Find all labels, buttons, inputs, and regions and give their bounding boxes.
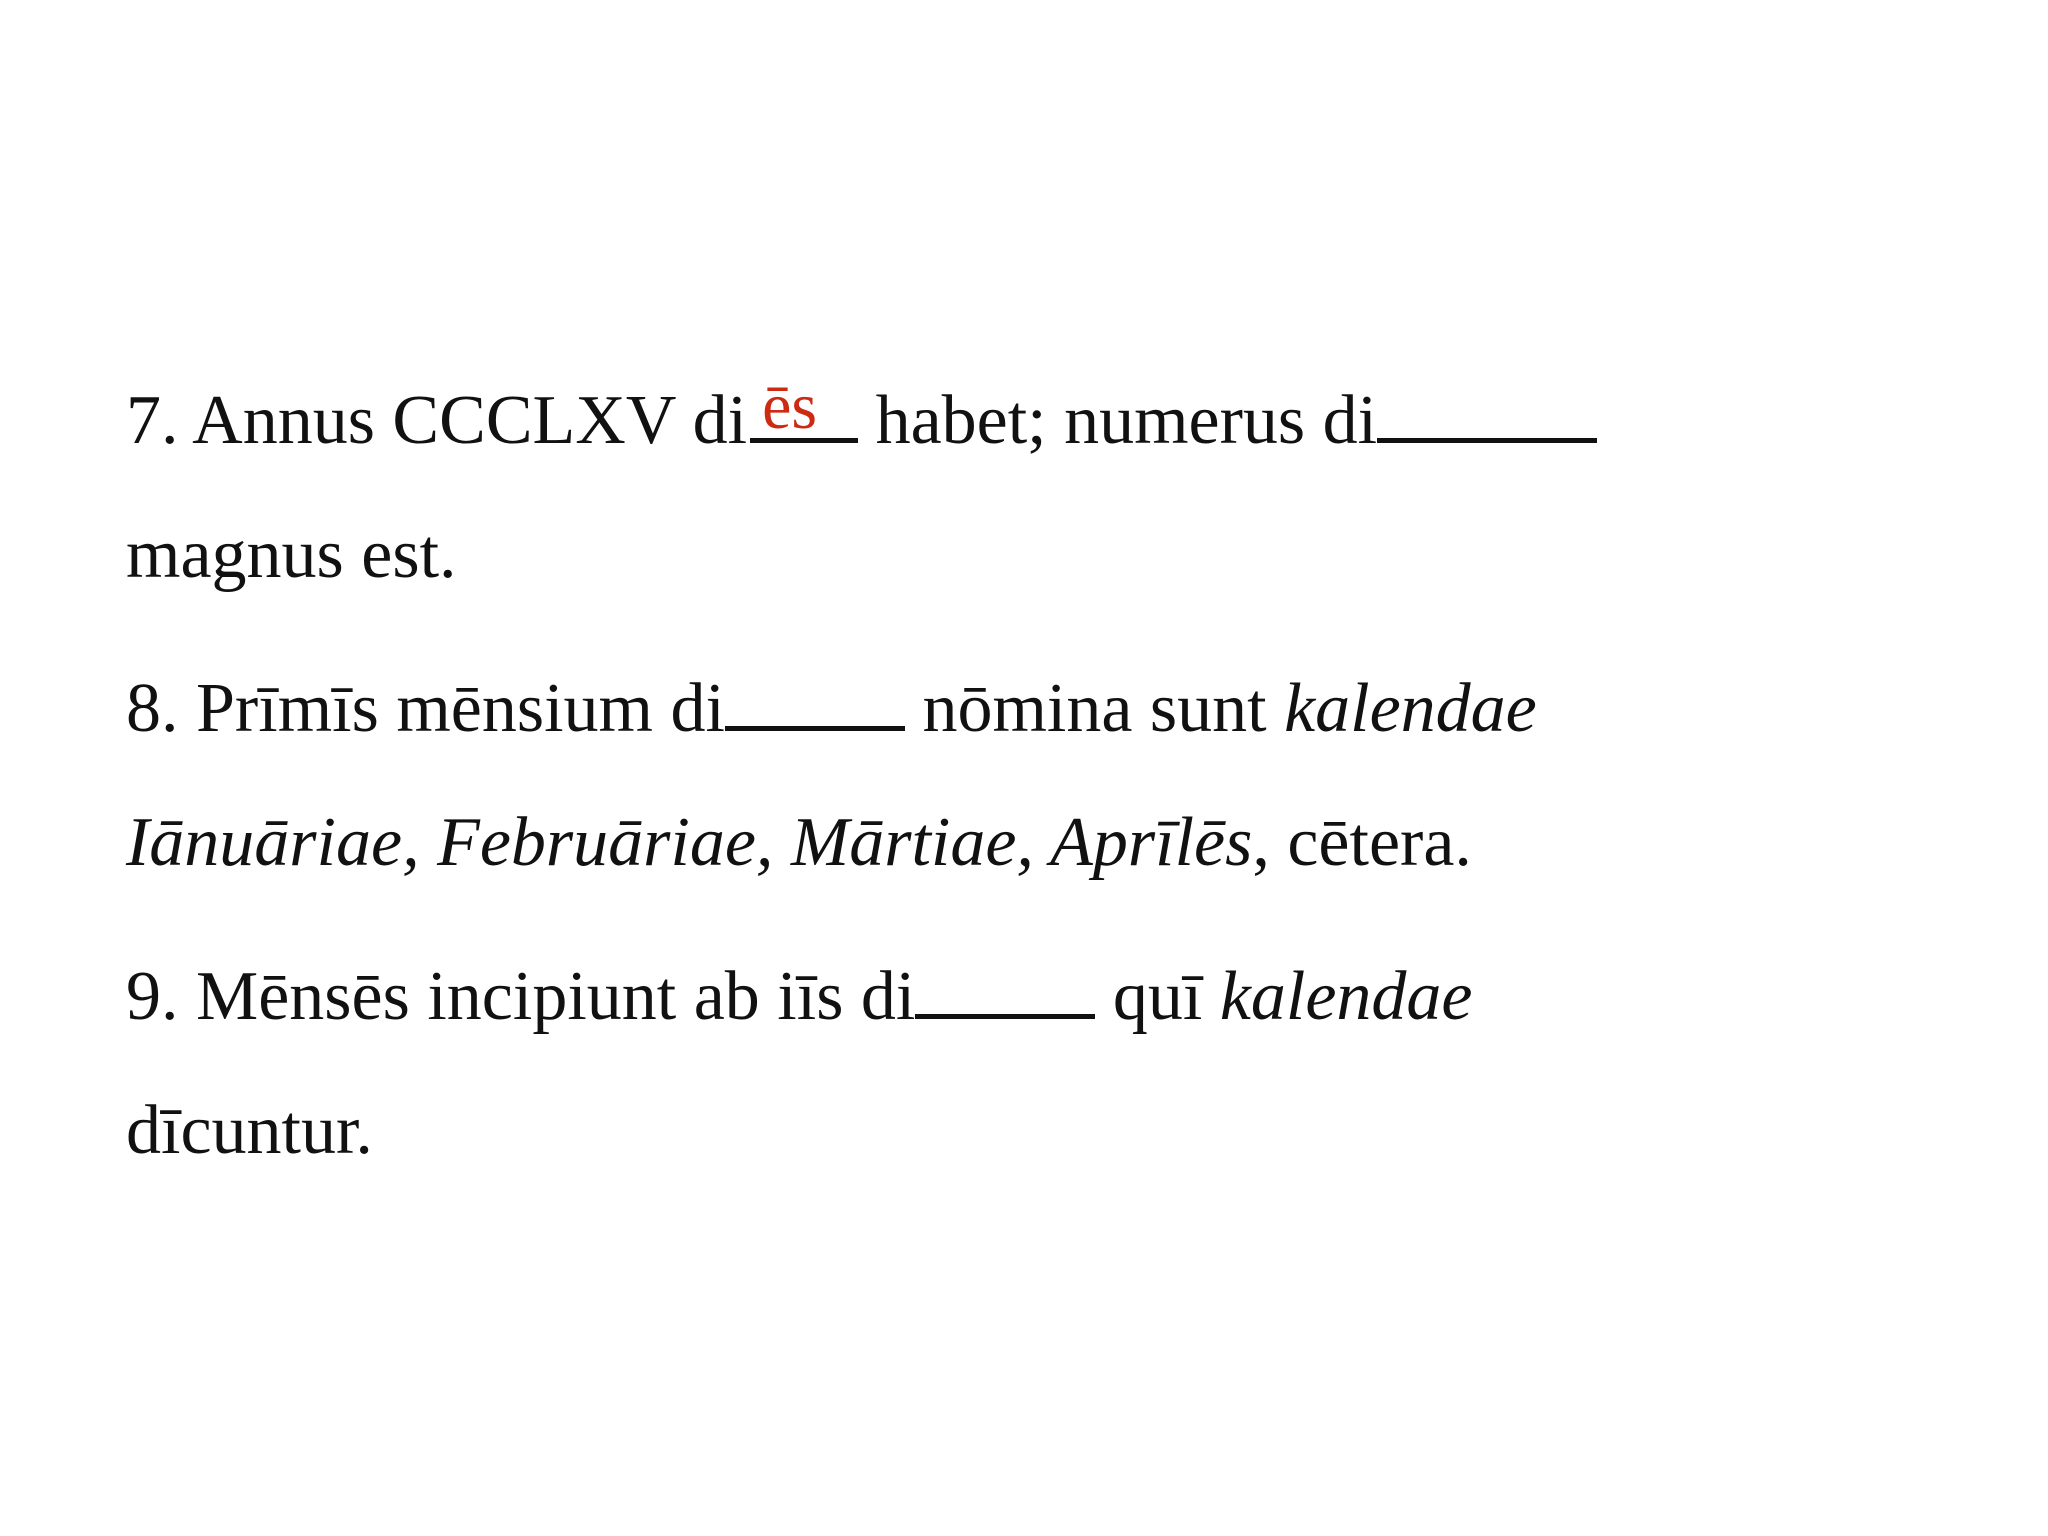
sentence-8-line-2 — [126, 804, 1472, 881]
sentence-text: quī — [1095, 958, 1220, 1035]
answer-blank[interactable] — [725, 664, 905, 731]
sentence-text: habet; numerus di — [858, 382, 1378, 459]
italic-term: kalendae — [1219, 958, 1473, 1035]
sentence-8-line-1 — [126, 664, 1537, 747]
sentence-7-line-1 — [126, 370, 1597, 459]
sentence-text: Annus CCCLXV di — [192, 382, 748, 459]
sentence-9-line-2 — [126, 1092, 373, 1169]
sentence-text: , cētera. — [1252, 804, 1472, 881]
sentence-9-line-1 — [126, 952, 1473, 1035]
italic-term: kalendae — [1284, 670, 1537, 747]
answer-blank[interactable] — [915, 952, 1095, 1019]
italic-term: Iānuāriae, Februāriae, Mārtiae, Aprīlēs — [126, 804, 1253, 881]
filled-answer: ēs — [762, 370, 818, 443]
answer-blank[interactable] — [1377, 376, 1597, 443]
sentence-text: dīcuntur. — [126, 1092, 373, 1169]
sentence-text: Prīmīs mēnsium di — [196, 670, 725, 747]
answer-blank[interactable] — [750, 370, 858, 443]
sentence-7-line-2 — [126, 516, 457, 593]
item-number: 8. — [126, 670, 179, 747]
sentence-text: nōmina sunt — [904, 670, 1285, 747]
sentence-text: magnus est. — [126, 516, 457, 593]
item-number: 7. — [126, 382, 179, 459]
item-number: 9. — [126, 958, 179, 1035]
sentence-text: Mēnsēs incipiunt ab iīs di — [196, 958, 916, 1035]
